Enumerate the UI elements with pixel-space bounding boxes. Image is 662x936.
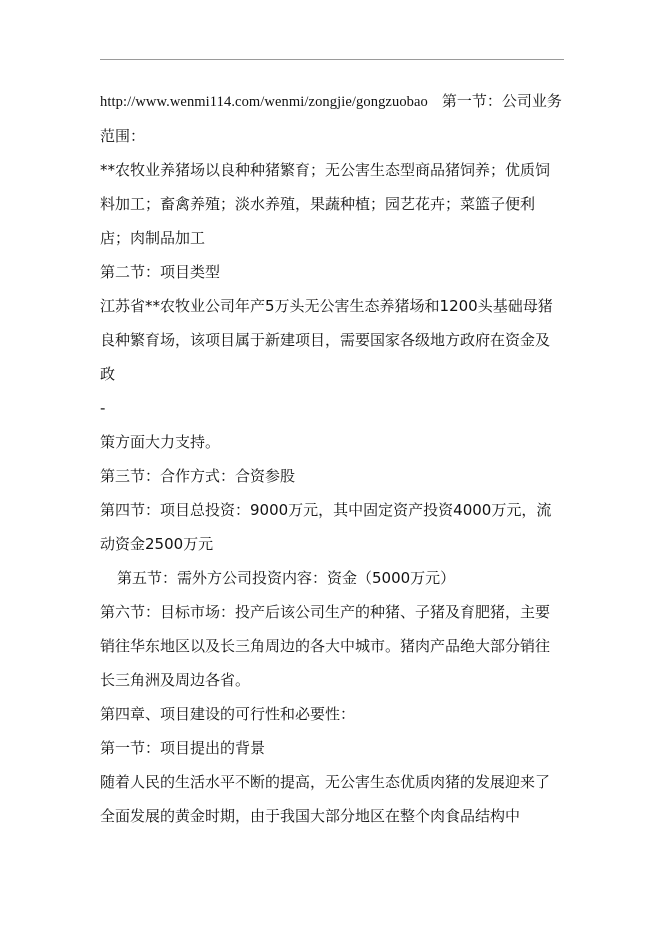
paragraph-section-6-market: 第六节：目标市场：投产后该公司生产的种猪、子猪及育肥猪，主要销往华东地区以及长三角周边的各大中城市。猪肉产品绝大部分销往长三角洲及周边各省。: [100, 603, 551, 689]
paragraph-project-type: 江苏省**农牧业公司年产5万头无公害生态养猪场和1200头基础母猪良种繁育场，该项目属于新建项目，需要国家各级地方政府在资金及政: [100, 297, 553, 383]
paragraph-section-4-investment: 第四节：项目总投资：9000万元，其中固定资产投资4000万元，流动资金2500万元: [100, 501, 552, 553]
paragraph-section-3: 第三节：合作方式：合资参股: [100, 467, 296, 485]
paragraph-business-scope: **农牧业养猪场以良种种猪繁育；无公害生态型商品猪饲养；优质饲料加工；畜禽养殖；淡水养殖，果蔬种植；园艺花卉；菜篮子便利店；肉制品加工: [100, 161, 551, 247]
paragraph-chapter-4-title: 第四章、项目建设的可行性和必要性：: [100, 705, 356, 723]
document-body: [100, 84, 562, 833]
section-1-title: 第一节：公司业务范围：: [100, 92, 562, 145]
paragraph-policy-support: 策方面大力支持。: [100, 433, 221, 451]
paragraph-section-5: 第五节：需外方公司投资内容：资金（5000万元）: [117, 569, 456, 587]
paragraph-background: 随着人民的生活水平不断的提高，无公害生态优质肉猪的发展迎来了全面发展的黄金时期，由于我国大部分地区在整个肉食品结构中: [100, 773, 551, 825]
paragraph-page-break-dash: -: [100, 399, 106, 417]
source-url: http://www.wenmi114.com/wenmi/zongjie/gongzuobao: [100, 94, 428, 110]
header-divider: [100, 59, 564, 60]
paragraph-section-2-title: 第二节：项目类型: [100, 263, 221, 281]
paragraph-section-1: [100, 84, 562, 153]
paragraph-chapter-4-section-1: 第一节：项目提出的背景: [100, 739, 266, 757]
